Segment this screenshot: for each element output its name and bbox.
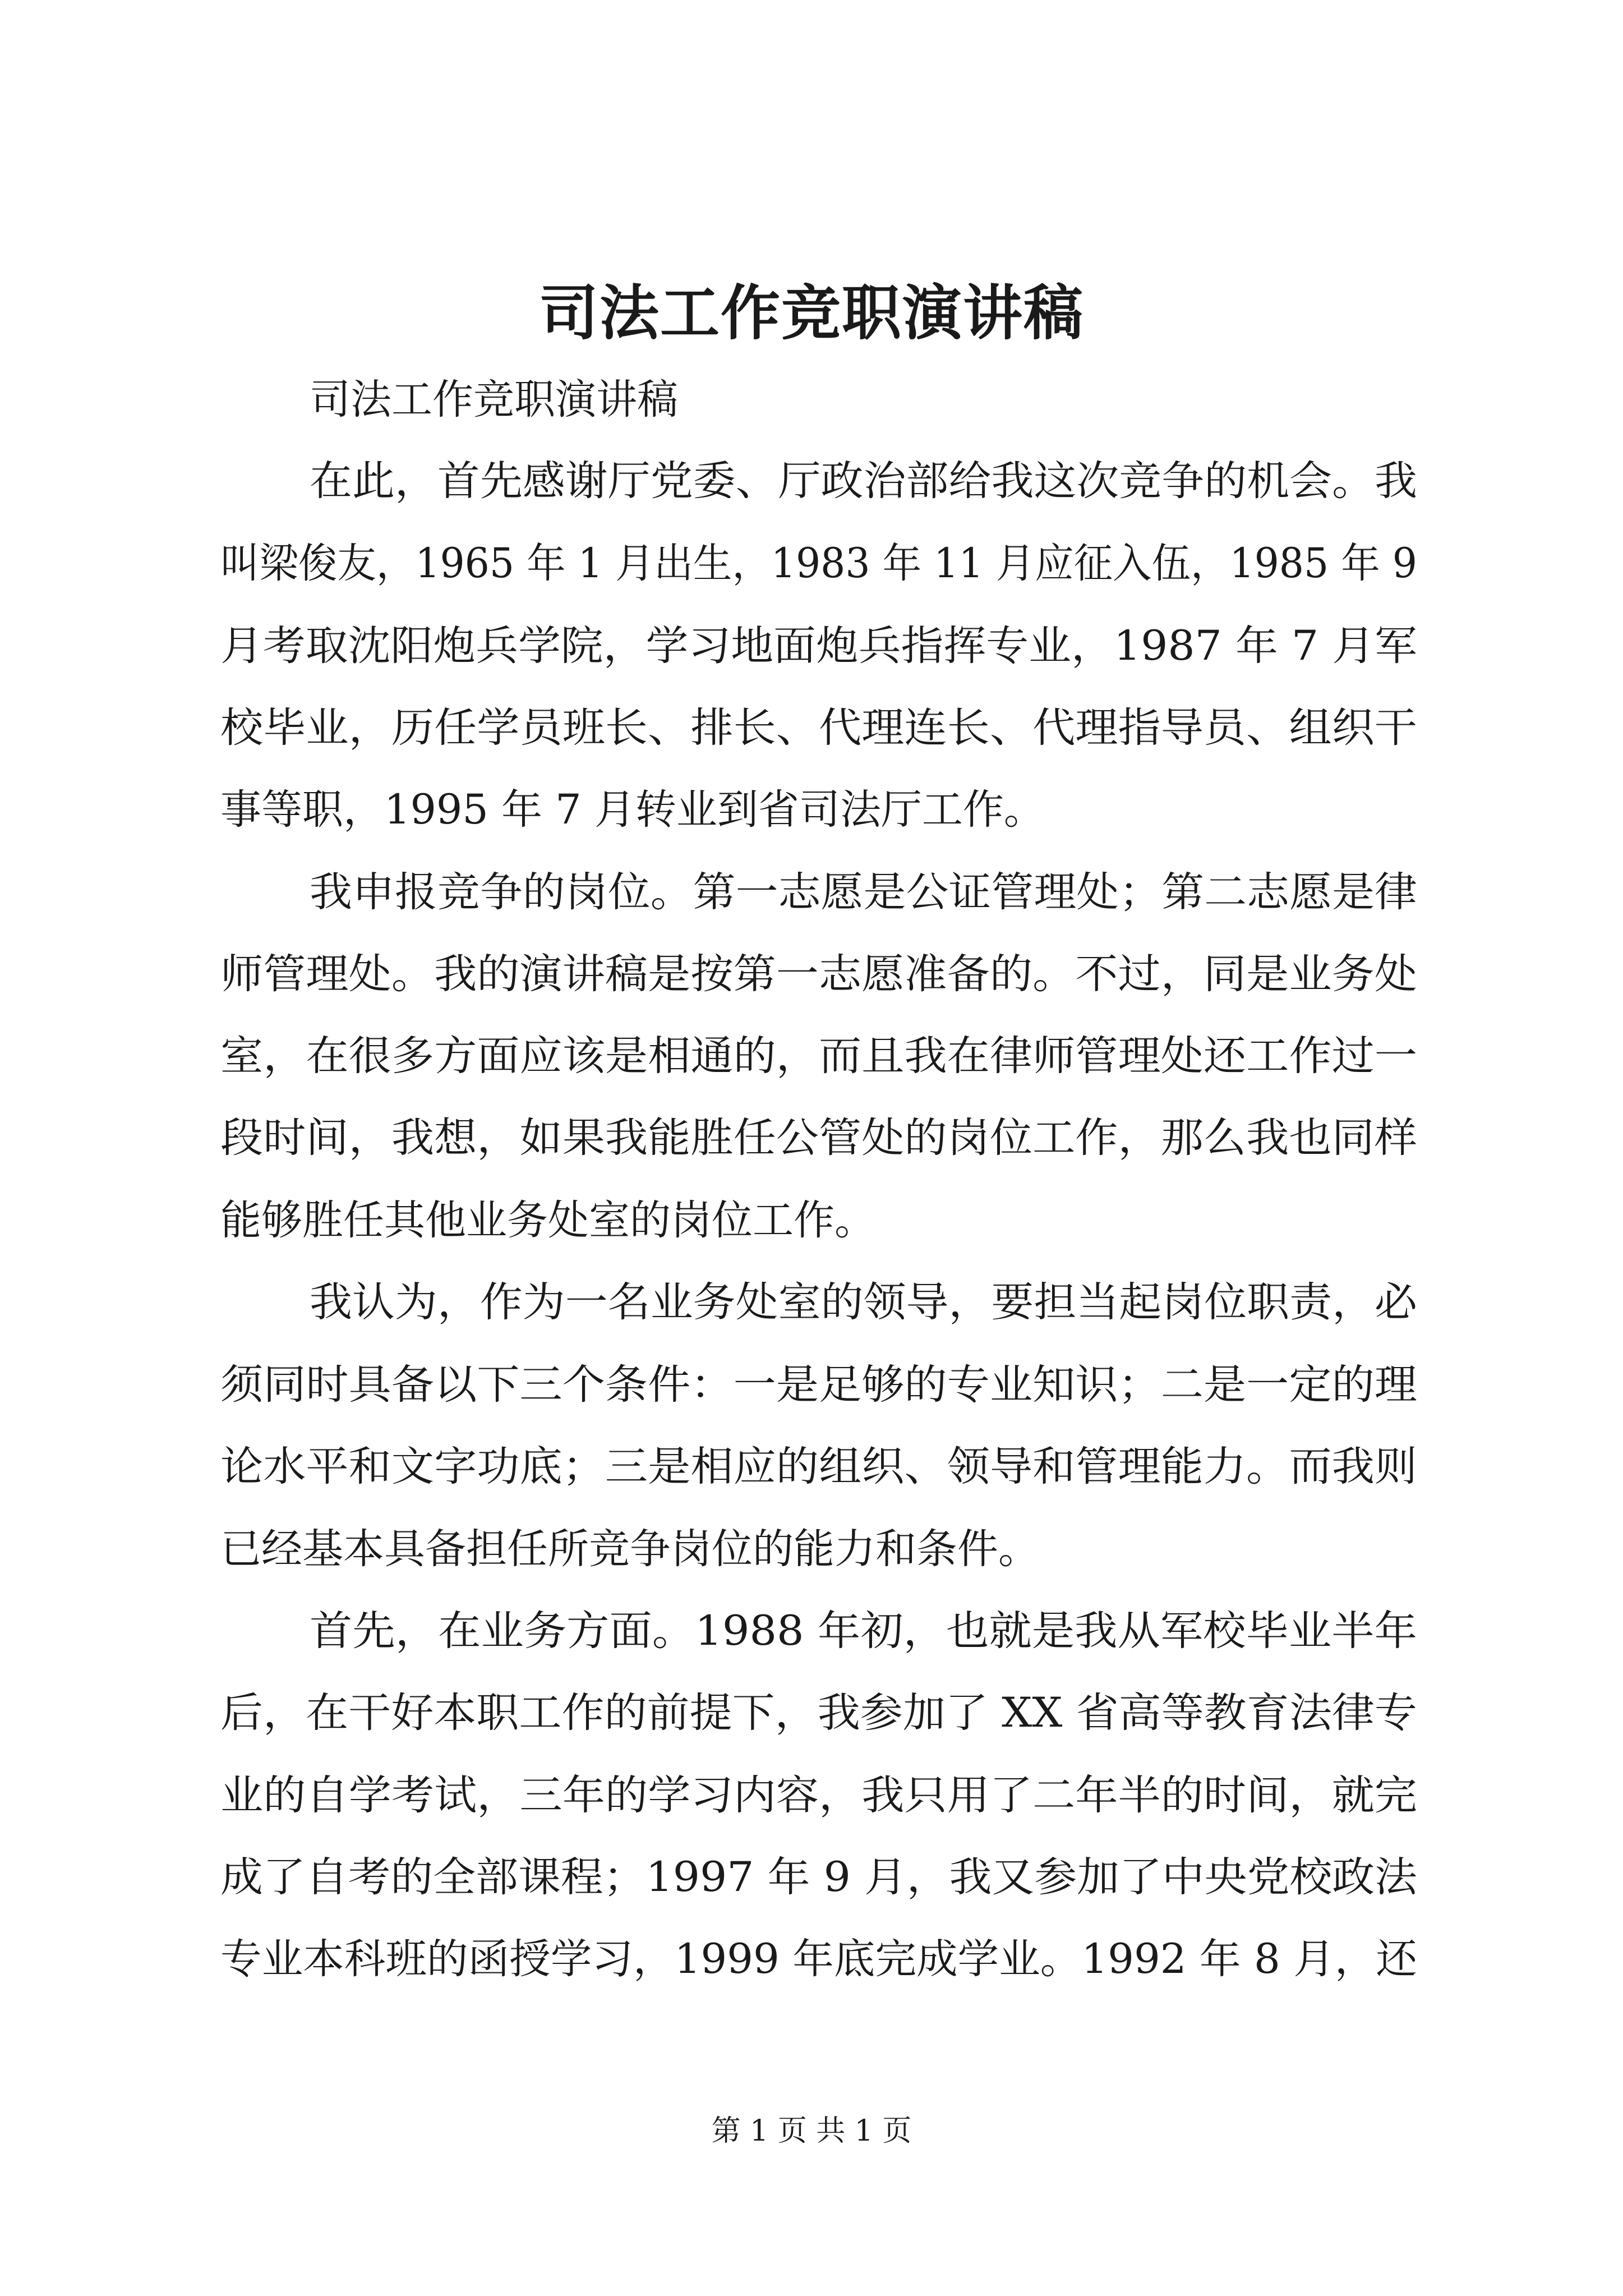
document-title: 司法工作竞职演讲稿	[539, 278, 1084, 348]
line-text: 在此，首先感谢厅党委、厅政治部给我这次竞争的机会。我	[310, 457, 1417, 505]
line-text: 师管理处。我的演讲稿是按第一志愿准备的。不过，同是业务处	[220, 950, 1417, 998]
line-text: 论水平和文字功底；三是相应的组织、领导和管理能力。而我则	[220, 1443, 1417, 1490]
line-text: 业的自学考试，三年的学习内容，我只用了二年半的时间，就完	[220, 1772, 1417, 1819]
line-text: 室，在很多方面应该是相通的，而且我在律师管理处还工作过一	[220, 1032, 1417, 1080]
line-text: 校毕业，历任学员班长、排长、代理连长、代理指导员、组织干	[220, 704, 1417, 752]
line-text: 事等职，1995 年 7 月转业到省司法厅工作。	[220, 786, 1045, 834]
line-text: 叫梁俊友，1965 年 1 月出生，1983 年 11 月应征入伍，1985 年 9	[220, 540, 1417, 587]
line-text: 专业本科班的函授学习，1999 年底完成学业。1992 年 8 月，还	[220, 1935, 1417, 1983]
line-text: 能够胜任其他业务处室的岗位工作。	[220, 1197, 875, 1244]
line-text: 须同时具备以下三个条件：一是足够的专业知识；二是一定的理	[220, 1361, 1417, 1409]
line-text: 段时间，我想，如果我能胜任公管处的岗位工作，那么我也同样	[220, 1114, 1417, 1162]
line-text: 月考取沈阳炮兵学院，学习地面炮兵指挥专业，1987 年 7 月军	[220, 622, 1417, 670]
line-text: 我认为，作为一名业务处室的领导，要担当起岗位职责，必	[310, 1278, 1417, 1326]
line-text: 首先，在业务方面。1988 年初，也就是我从军校毕业半年	[310, 1607, 1417, 1655]
page-footer: 第 1 页 共 1 页	[711, 2114, 912, 2148]
line-text: 成了自考的全部课程；1997 年 9 月，我又参加了中央党校政法	[220, 1853, 1417, 1901]
line-text: 我申报竞争的岗位。第一志愿是公证管理处；第二志愿是律	[310, 868, 1417, 916]
line-text: 司法工作竞职演讲稿	[310, 376, 678, 424]
line-text: 已经基本具备担任所竞争岗位的能力和条件。	[220, 1525, 1039, 1573]
line-text: 后，在干好本职工作的前提下，我参加了 XX 省高等教育法律专	[220, 1689, 1417, 1737]
